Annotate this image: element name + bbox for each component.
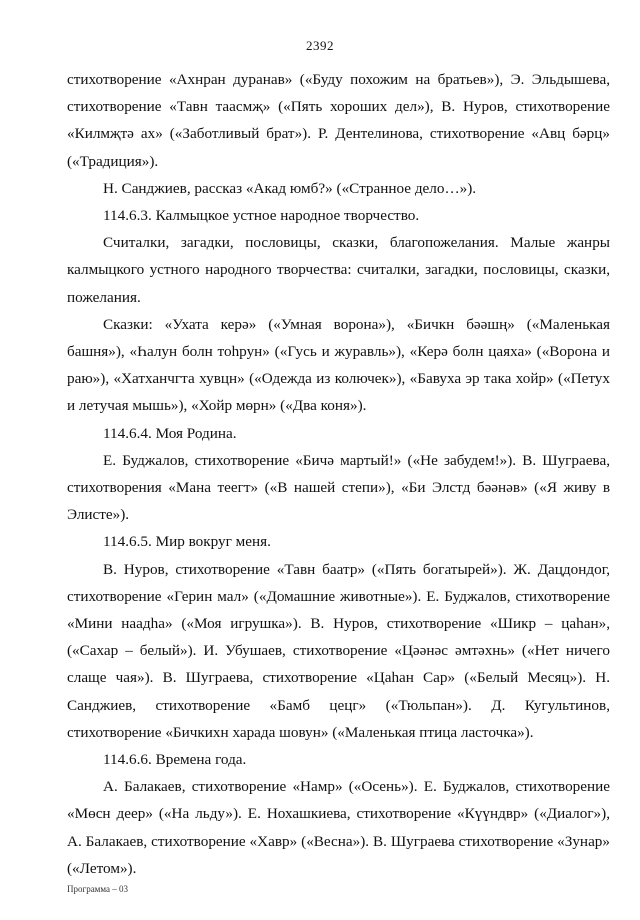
- document-body: [67, 66, 610, 882]
- section-heading: 114.6.4. Моя Родина.: [103, 424, 237, 442]
- page-number: 2392: [306, 38, 334, 53]
- paragraph: А. Балакаев, стихотворение «Намр» («Осень»). Е. Буджалов, стихотворение «Мөсн деер» («На льду»). Е. Нохашкиева, стихотворение «Күүндвр» («Диалог»), А. Балакаев, стихотворение «Хавр» («Весна»). В. Шуграева стихотворение «Зунар» («Летом»).: [67, 778, 610, 877]
- paragraph: Считалки, загадки, пословицы, сказки, благопожелания. Малые жанры калмыцкого устного народного творчества: считалки, загадки, пословицы, сказки, пожелания.: [67, 234, 610, 306]
- paragraph: стихотворение «Ахнран дуранав» («Буду похожим на братьев»), Э. Эльдышева, стихотворение «Тавн таасмҗ» («Пять хороших дел»), В. Нуров, стихотворение «Килмҗтә ах» («Заботливый брат»). Р. Дентелинова, стихотворение «Авц бәрц» («Традиция»).: [67, 71, 610, 170]
- paragraph: В. Нуров, стихотворение «Тавн баатр» («Пять богатырей»). Ж. Дацдондог, стихотворение «Герин мал» («Домашние животные»). Е. Буджалов, стихотворение «Мини наадһа» («Моя игрушка»). В. Нуров, стихотворение «Шикр – цаһан», («Сахар – белый»). И. Убушаев, стихотворение «Цәәнәс әмтәхнь» («Нет ничего слаще чая»). В. Шуграева, стихотворение «Цаһан Сар» («Белый Месяц»). Н. Санджиев, стихотворение «Бамб цецг» («Тюльпан»). Д. Кугультинов, стихотворение «Бичкихн харада шовун» («Маленькая птица ласточка»).: [67, 560, 610, 741]
- page-footer: Программа – 03: [67, 884, 129, 894]
- paragraph: Н. Санджиев, рассказ «Акад юмб?» («Странное дело…»).: [103, 179, 477, 197]
- section-heading: 114.6.6. Времена года.: [103, 751, 247, 769]
- section-heading: 114.6.3. Калмыцкое устное народное творчество.: [103, 207, 420, 225]
- paragraph: Е. Буджалов, стихотворение «Бичә мартый!» («Не забудем!»). В. Шуграева, стихотворения «Мана теегт» («В нашей степи»), «Би Элстд бәәнәв» («Я живу в Элисте»).: [67, 451, 610, 524]
- section-heading: 114.6.5. Мир вокруг меня.: [103, 533, 271, 551]
- paragraph: Сказки: «Ухата керә» («Умная ворона»), «Бичкн бәәшң» («Маленькая башня»), «Һалун болн тоһрун» («Гусь и журавль»), «Керә болн цаяха» («Ворона и раю»), «Хатханчгта хувцн» («Одежда из колючек»), «Бавуха эр така хойр» («Петух и летучая мышь»), «Хойр мөрн» («Два коня»).: [67, 315, 610, 415]
